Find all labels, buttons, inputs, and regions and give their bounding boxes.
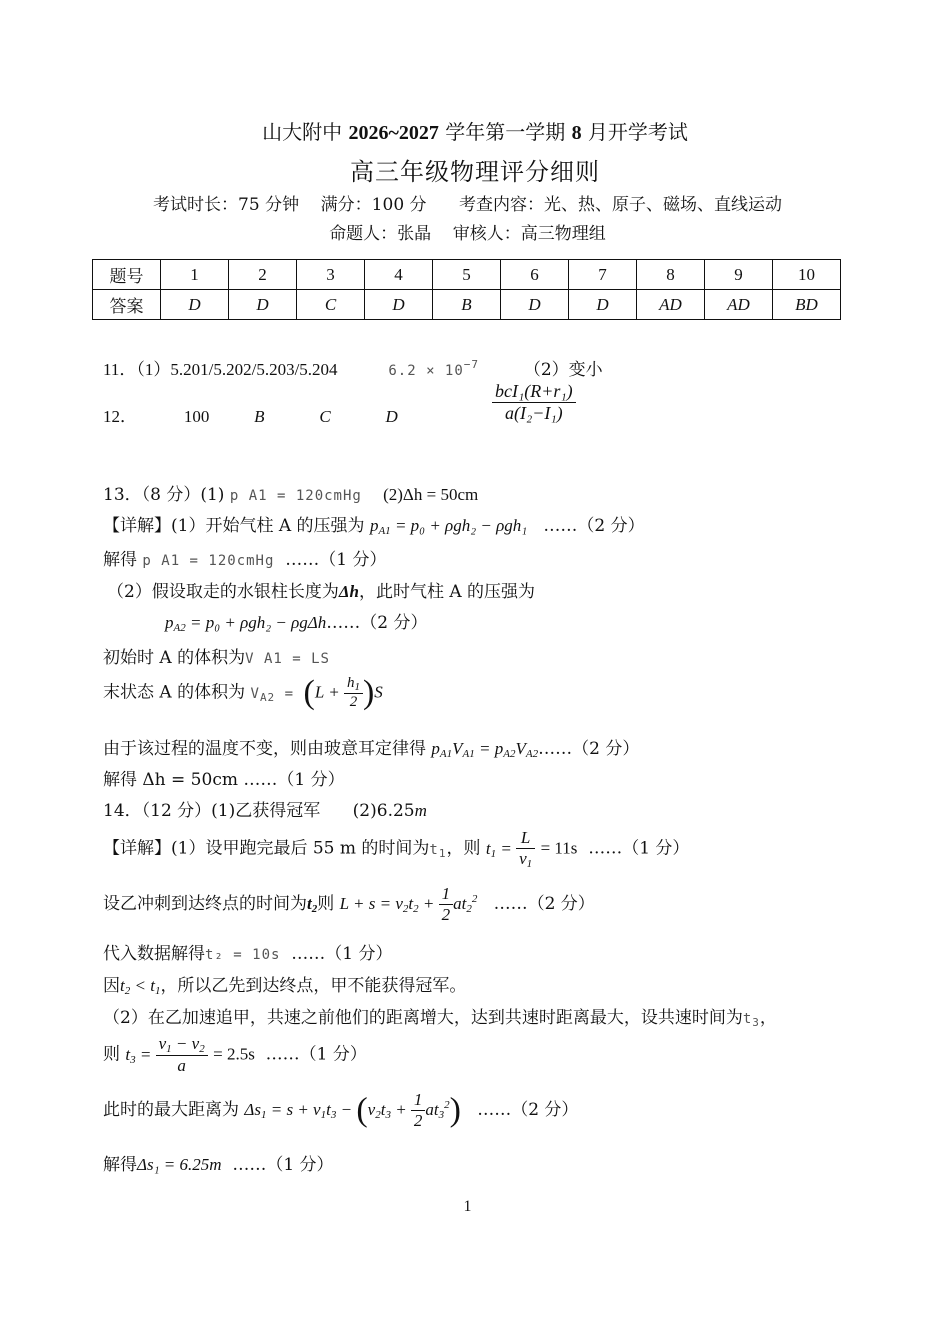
q14-detail-6: 则 $t_3$ = $\frac{v_1 - v_2}{a}$ = 2.5s ……（1 分）	[103, 1034, 367, 1075]
q13-detail-3: （2）假设取走的水银柱长度为Δh，此时气柱 A 的压强为	[107, 582, 536, 602]
question-number: 4	[365, 260, 433, 290]
question-number: 1	[161, 260, 229, 290]
question-number: 10	[773, 260, 841, 290]
document-subtitle: 高三年级物理评分细则	[350, 158, 600, 186]
question-number: 2	[229, 260, 297, 290]
question-number: 3	[297, 260, 365, 290]
answer-cell: C	[297, 290, 365, 320]
answer-cell: D	[501, 290, 569, 320]
page-number: 1	[463, 1198, 472, 1215]
q14-detail-7: 此时的最大距离为 $\Delta s_1 = s + v_1t_3 - (v_2t_3$ + $\frac{1}{2}$ $at_3^2$) ……（2 分）	[103, 1090, 579, 1130]
q14-detail-2: 设乙冲刺到达终点的时间为$t_2$则 $L + s = v_2t_2$ + $\frac{1}{2}$ $at_2^2$ ……（2 分）	[103, 884, 595, 924]
answer-cell: D	[365, 290, 433, 320]
question-number-row	[93, 260, 841, 290]
answer-cell: B	[433, 290, 501, 320]
q14-detail-4: 因$t_2 < t_1$，所以乙先到达终点，甲不能获得冠军。	[103, 976, 467, 997]
q14-detail-3: 代入数据解得t₂ = 10s ……（1 分）	[103, 944, 393, 964]
answer-cell: AD	[705, 290, 773, 320]
answer-cell: D	[161, 290, 229, 320]
q13-detail-7: 由于该过程的温度不变，则由玻意耳定律得 $p_{A1}V_{A1}$ = $p_{A2}V_{A2}\dots\dots(2$ 分）	[103, 739, 640, 760]
question-number: 7	[569, 260, 637, 290]
q13-detail-8: 解得 Δh = 50cm ……（1 分）	[103, 770, 345, 790]
question-number: 5	[433, 260, 501, 290]
q11-answer: 11．（1）5.201/5.202/5.203/5.204 $6.2 \times 10^{-7}$ （2）变小	[103, 358, 603, 380]
q14-detail-5: （2）在乙加速追甲，共速之前他们的距离增大，达到共速时距离最大，设共速时间为$t_3$，	[103, 1008, 777, 1029]
exam-meta-line: 考试时长：75 分钟 满分：100 分 考查内容：光、热、原子、磁场、直线运动	[153, 195, 782, 215]
q13-detail-2: 解得 p A1 = 120cmHg ……（1 分）	[103, 550, 387, 570]
q14-detail-1: 【详解】(1）设甲跑完最后 55 m 的时间为$t_1$，则 $t_1$ = $\frac{L}{v_1}$ = 11s ……（1 分）	[103, 828, 690, 870]
q13-detail-1: 【详解】(1）开始气柱 A 的压强为 $p_{A1} = p_0 + \rho gh_2 - \rho gh_1$ ……（2 分）	[103, 516, 645, 537]
answer-cell: BD	[773, 290, 841, 320]
answer-row	[93, 290, 841, 320]
exam-title: 山大附中 2026~2027 学年第一学期 8 月开学考试	[262, 120, 688, 144]
q14-detail-8: 解得Δs₁ = 6.25m ……（1 分）	[103, 1155, 334, 1175]
q11-wavelength: $6.2 \times 10^{-7}$	[388, 358, 480, 379]
table-row-label: 答案	[93, 290, 161, 320]
q13-detail-6: 末状态 A 的体积为 $V_{A2} = (L$ + $\frac{h_1}{2}$ )S	[103, 674, 383, 711]
answer-cell: D	[229, 290, 297, 320]
answer-table	[92, 259, 841, 320]
question-number: 6	[501, 260, 569, 290]
q13-summary: 13．（8 分）(1) p A1 = 120cmHg (2)Δh = 50cm	[103, 485, 479, 505]
q12-answer: 12． 100 B C D	[103, 407, 398, 426]
answer-cell: D	[569, 290, 637, 320]
question-number: 9	[705, 260, 773, 290]
q13-detail-4: $p_{A2} = p_0 + \rho gh_2$ − ρgΔh……（2 分）	[165, 613, 428, 634]
author-line: 命题人：张晶 审核人：高三物理组	[329, 224, 606, 244]
table-row-label: 题号	[93, 260, 161, 290]
q13-detail-5: 初始时 A 的体积为V A1 = LS	[103, 648, 330, 668]
q12-formula: $\frac{\text{bcI₁(R+r₁)}}{\text{a(I₂−I₁)}}$	[492, 381, 576, 424]
answer-cell: AD	[637, 290, 705, 320]
question-number: 8	[637, 260, 705, 290]
q14-summary: 14．（12 分）(1)乙获得冠军 (2)6.25m	[103, 801, 427, 821]
